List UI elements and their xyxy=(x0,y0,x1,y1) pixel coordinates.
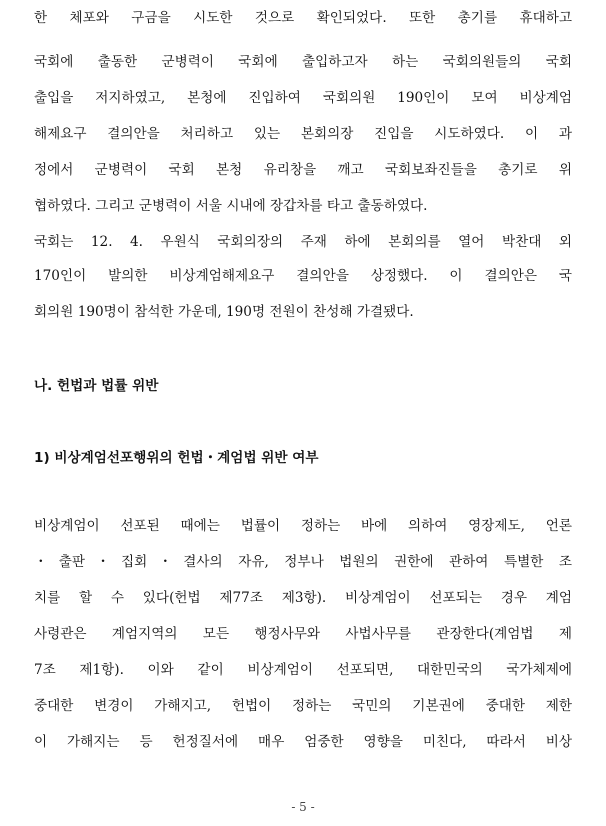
paragraph-1-line: 출입을 저지하였고, 본청에 진입하여 국회의원 190인이 모여 비상계엄 xyxy=(34,90,572,106)
paragraph-2-line: 회의원 190명이 참석한 가운데, 190명 전원이 찬성해 가결됐다. xyxy=(34,304,414,320)
paragraph-1-line: 협하였다. 그리고 군병력이 서울 시내에 장갑차를 타고 출동하였다. xyxy=(34,198,428,214)
paragraph-2-line: 국회는 12. 4. 우원식 국회의장의 주재 하에 본회의를 열어 박찬대 외 xyxy=(34,234,572,250)
paragraph-3-line: 중대한 변경이 가해지고, 헌법이 정하는 국민의 기본권에 중대한 제한 xyxy=(34,698,572,714)
paragraph-1-line: 국회에 출동한 군병력이 국회에 출입하고자 하는 국회의원들의 국회 xyxy=(34,54,572,70)
paragraph-2-line: 170인이 발의한 비상계엄해제요구 결의안을 상정했다. 이 결의안은 국 xyxy=(34,268,572,284)
paragraph-1-line: 해제요구 결의안을 처리하고 있는 본회의장 진입을 시도하였다. 이 과 xyxy=(34,126,572,142)
paragraph-3-line: 7조 제1항). 이와 같이 비상계엄이 선포되면, 대한민국의 국가체제에 xyxy=(34,662,572,678)
subsection-heading: 1) 비상계엄선포행위의 헌법・계엄법 위반 여부 xyxy=(34,450,319,466)
paragraph-1-line: 한 체포와 구금을 시도한 것으로 확인되었다. 또한 총기를 휴대하고 xyxy=(34,10,572,26)
page-number: - 5 - xyxy=(291,800,315,814)
paragraph-3-line: 비상계엄이 선포된 때에는 법률이 정하는 바에 의하여 영장제도, 언론 xyxy=(34,518,572,534)
section-heading: 나. 헌법과 법률 위반 xyxy=(34,378,159,394)
paragraph-3-line: ・출판・집회・결사의 자유, 정부나 법원의 권한에 관하여 특별한 조 xyxy=(34,554,572,570)
paragraph-1-line: 정에서 군병력이 국회 본청 유리창을 깨고 국회보좌진들을 총기로 위 xyxy=(34,162,572,178)
paragraph-3-line: 치를 할 수 있다(헌법 제77조 제3항). 비상계엄이 선포되는 경우 계엄 xyxy=(34,590,572,606)
paragraph-3-line: 이 가해지는 등 헌정질서에 매우 엄중한 영향을 미친다, 따라서 비상 xyxy=(34,734,572,750)
paragraph-3-line: 사령관은 계엄지역의 모든 행정사무와 사법사무를 관장한다(계엄법 제 xyxy=(34,626,572,642)
